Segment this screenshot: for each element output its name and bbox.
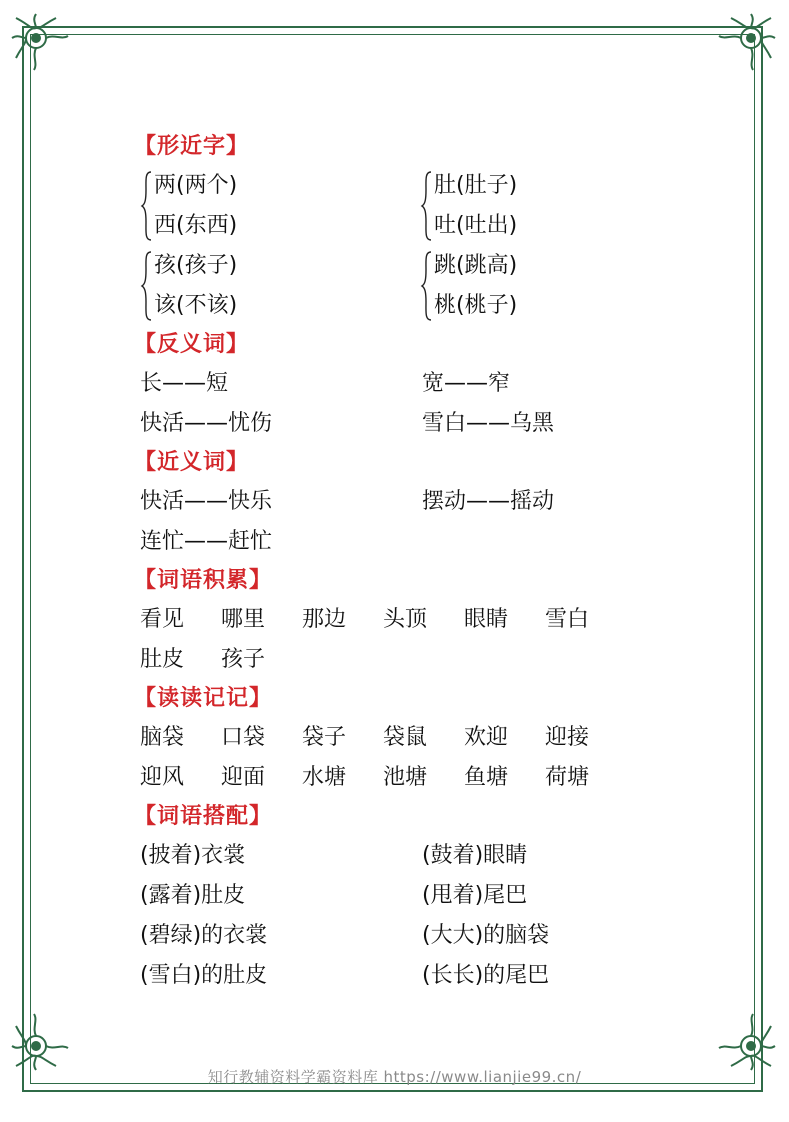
collocation-item: (露着)肚皮 bbox=[140, 883, 246, 908]
word-item: 肚皮 bbox=[140, 647, 185, 672]
left-brace-icon bbox=[420, 250, 434, 322]
word-item: 那边 bbox=[302, 607, 347, 632]
collocation-item: (甩着)尾巴 bbox=[422, 883, 528, 908]
synonym-item: 摆动——摇动 bbox=[422, 489, 555, 514]
synonym-item: 连忙——赶忙 bbox=[140, 529, 273, 554]
antonym-item: 长——短 bbox=[140, 371, 229, 396]
read-word-list bbox=[140, 718, 700, 798]
left-brace-icon bbox=[420, 170, 434, 242]
similar-pair bbox=[140, 166, 420, 246]
similar-item: 西(东西) bbox=[154, 213, 238, 238]
collocation-item: (碧绿)的衣裳 bbox=[140, 923, 268, 948]
word-item: 迎面 bbox=[221, 765, 266, 790]
similar-pair bbox=[420, 166, 700, 246]
word-item: 孩子 bbox=[221, 647, 266, 672]
word-item: 池塘 bbox=[383, 765, 428, 790]
antonym-item: 快活——忧伤 bbox=[140, 411, 273, 436]
antonym-row bbox=[140, 364, 700, 404]
section-title-accumulate: 【词语积累】 bbox=[134, 568, 273, 593]
synonym-row bbox=[140, 522, 700, 562]
word-item: 欢迎 bbox=[464, 725, 509, 750]
worksheet-content bbox=[134, 128, 700, 996]
word-item: 雪白 bbox=[545, 607, 590, 632]
collocation-row bbox=[140, 956, 700, 996]
word-item: 袋子 bbox=[302, 725, 347, 750]
similar-item: 该(不该) bbox=[154, 293, 238, 318]
similar-group bbox=[140, 166, 700, 246]
collocation-row bbox=[140, 836, 700, 876]
left-brace-icon bbox=[140, 170, 154, 242]
word-item: 哪里 bbox=[221, 607, 266, 632]
section-title-similar: 【形近字】 bbox=[134, 134, 250, 159]
collocation-item: (大大)的脑袋 bbox=[422, 923, 550, 948]
synonym-row bbox=[140, 482, 700, 522]
similar-item: 孩(孩子) bbox=[154, 253, 238, 278]
left-brace-icon bbox=[140, 250, 154, 322]
similar-item: 跳(跳高) bbox=[434, 253, 518, 278]
footer-watermark: 知行教辅资料学霸资料库 https://www.lianjie99.cn/ bbox=[207, 1068, 582, 1086]
collocation-item: (雪白)的肚皮 bbox=[140, 963, 268, 988]
similar-group bbox=[140, 246, 700, 326]
accumulate-word-list bbox=[140, 600, 700, 680]
section-title-antonyms: 【反义词】 bbox=[134, 332, 250, 357]
word-item: 口袋 bbox=[221, 725, 266, 750]
synonym-item: 快活——快乐 bbox=[140, 489, 273, 514]
similar-pair bbox=[140, 246, 420, 326]
collocation-item: (长长)的尾巴 bbox=[422, 963, 550, 988]
ornament-corner-icon bbox=[715, 1010, 779, 1074]
collocation-row bbox=[140, 876, 700, 916]
section-title-read: 【读读记记】 bbox=[134, 686, 273, 711]
collocation-item: (鼓着)眼睛 bbox=[422, 843, 528, 868]
word-item: 看见 bbox=[140, 607, 185, 632]
word-item: 荷塘 bbox=[545, 765, 590, 790]
ornament-corner-icon bbox=[715, 10, 779, 74]
word-item: 头顶 bbox=[383, 607, 428, 632]
ornament-corner-icon bbox=[8, 1010, 72, 1074]
antonym-row bbox=[140, 404, 700, 444]
section-title-collocation: 【词语搭配】 bbox=[134, 804, 273, 829]
similar-item: 桃(桃子) bbox=[434, 293, 518, 318]
section-title-synonyms: 【近义词】 bbox=[134, 450, 250, 475]
similar-pair bbox=[420, 246, 700, 326]
antonym-item: 宽——窄 bbox=[422, 371, 511, 396]
collocation-item: (披着)衣裳 bbox=[140, 843, 246, 868]
word-item: 眼睛 bbox=[464, 607, 509, 632]
word-item: 袋鼠 bbox=[383, 725, 428, 750]
ornament-corner-icon bbox=[8, 10, 72, 74]
similar-item: 两(两个) bbox=[154, 173, 238, 198]
word-item: 脑袋 bbox=[140, 725, 185, 750]
word-spacer bbox=[626, 718, 700, 758]
word-item: 迎风 bbox=[140, 765, 185, 790]
similar-item: 吐(吐出) bbox=[434, 213, 518, 238]
word-item: 鱼塘 bbox=[464, 765, 509, 790]
collocation-row bbox=[140, 916, 700, 956]
word-item: 水塘 bbox=[302, 765, 347, 790]
word-item: 迎接 bbox=[545, 725, 590, 750]
antonym-item: 雪白——乌黑 bbox=[422, 411, 555, 436]
similar-item: 肚(肚子) bbox=[434, 173, 518, 198]
